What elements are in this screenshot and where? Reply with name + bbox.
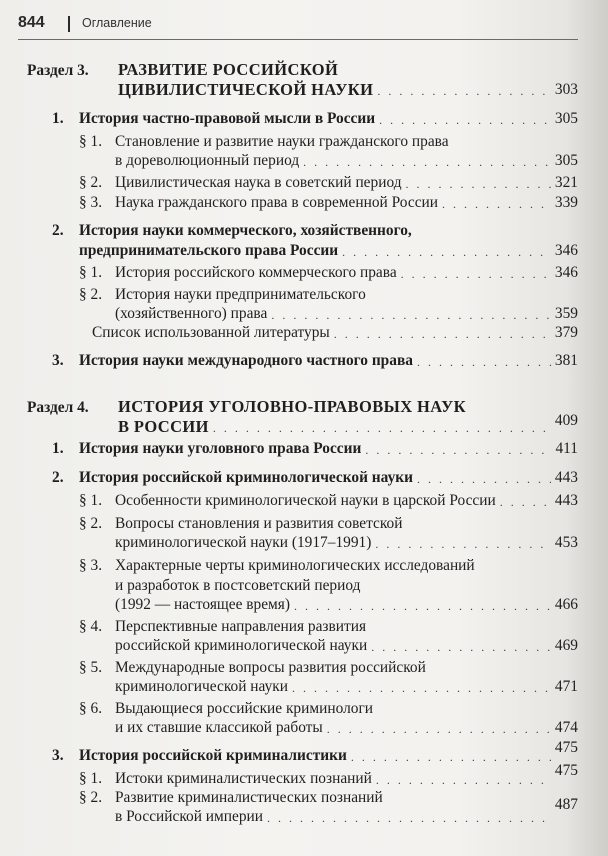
- dot-leader: [294, 598, 551, 614]
- paragraph-mark: § 2.: [79, 174, 103, 191]
- dot-leader: [500, 494, 551, 510]
- dot-leader: [371, 639, 551, 655]
- section-label: Раздел 4.: [27, 399, 89, 416]
- page-number: 844: [18, 14, 45, 31]
- toc-page-number: 474: [554, 719, 578, 736]
- toc-entry-paragraph[interactable]: [115, 719, 578, 737]
- paragraph-title-line: История науки предпринимательского: [115, 286, 366, 303]
- paragraph-title-line: Истоки криминалистических познаний: [115, 770, 372, 787]
- paragraph-title-line: Выдающиеся российские криминологи: [115, 700, 373, 717]
- dot-leader: [342, 244, 551, 260]
- chapter-title: История науки международного частного права: [79, 352, 413, 369]
- paragraph-title-line: Особенности криминологической науки в царской России: [115, 492, 496, 509]
- paragraph-mark: § 1.: [79, 264, 103, 281]
- toc-page-number: 359: [554, 305, 578, 322]
- toc-entry-chapter[interactable]: [79, 469, 578, 487]
- dot-leader: [417, 354, 551, 370]
- toc-entry-paragraph[interactable]: [115, 637, 578, 655]
- toc-entry-chapter[interactable]: [79, 110, 578, 128]
- toc-page-number: 305: [554, 152, 578, 169]
- section-title-line: РАЗВИТИЕ РОССИЙСКОЙ: [118, 60, 339, 79]
- chapter-title: История науки уголовного права России: [79, 440, 362, 457]
- toc-page-number: 471: [554, 678, 578, 695]
- paragraph-title-line: Перспективные направления развития: [115, 618, 367, 635]
- paragraph-title-line: криминологической науки: [115, 678, 288, 695]
- paragraph-title-line: Международные вопросы развития российской: [115, 659, 426, 676]
- toc-entry-bibliography[interactable]: [92, 324, 578, 342]
- paragraph-mark: § 1.: [79, 770, 103, 787]
- toc-entry-paragraph[interactable]: [115, 596, 578, 614]
- dot-leader: [365, 442, 551, 458]
- toc-page-number: 469: [554, 637, 578, 654]
- paragraph-title-line: в Российской империи: [115, 808, 264, 825]
- paragraph-title-line: Цивилистическая наука в советский период: [115, 174, 402, 191]
- section-title-line: ЦИВИЛИСТИЧЕСКОЙ НАУКИ: [118, 80, 374, 99]
- chapter-title: История частно-правовой мысли в России: [79, 110, 376, 127]
- paragraph-title-line: криминологической науки (1917–1991): [115, 534, 372, 551]
- chapter-title-line: предпринимательского права России: [79, 242, 339, 259]
- paragraph-mark: § 6.: [79, 700, 103, 717]
- toc-page-number: 443: [554, 469, 578, 486]
- paragraph-title-line: Характерные черты криминологических исследований: [115, 557, 475, 574]
- chapter-number: 2.: [52, 222, 64, 239]
- paragraph-title-line: и разработок в постсоветский период: [115, 577, 361, 594]
- running-head: [18, 14, 578, 42]
- paragraph-mark: § 2.: [79, 515, 103, 532]
- paragraph-title-line: Вопросы становления и развития советской: [115, 515, 403, 532]
- chapter-number: 2.: [52, 469, 64, 486]
- paragraph-title-line: в дореволюционный период: [115, 152, 300, 169]
- paragraph-title-line: российской криминологической науки: [115, 637, 368, 654]
- dot-leader: [379, 112, 551, 128]
- chapter-title: История российской криминологической науки: [79, 469, 414, 486]
- toc-page-number: 321: [554, 174, 578, 191]
- section-title-line: ИСТОРИЯ УГОЛОВНО-ПРАВОВЫХ НАУК: [118, 397, 467, 416]
- bibliography-title: Список использованной литературы: [92, 324, 330, 341]
- chapter-number: 1.: [52, 110, 64, 127]
- dot-leader: [267, 810, 551, 826]
- toc-page-number: 305: [554, 110, 578, 127]
- chapter-number: 1.: [52, 440, 64, 457]
- header-rule: [18, 39, 578, 40]
- toc-entry-paragraph[interactable]: [115, 492, 578, 510]
- paragraph-mark: § 2.: [79, 286, 103, 303]
- paragraph-mark: § 3.: [79, 194, 103, 211]
- toc-entry-section[interactable]: [118, 81, 578, 99]
- dot-leader: [271, 307, 551, 323]
- toc-page-number: 303: [554, 81, 578, 98]
- paragraph-mark: § 1.: [79, 133, 103, 150]
- paragraph-mark: § 3.: [79, 557, 103, 574]
- paragraph-title-line: История российского коммерческого права: [115, 264, 397, 281]
- toc-entry-chapter[interactable]: [79, 739, 578, 765]
- toc-entry-chapter[interactable]: [79, 242, 578, 260]
- dot-leader: [292, 680, 551, 696]
- toc-page-number: 346: [554, 242, 578, 259]
- paragraph-mark: § 1.: [79, 492, 103, 509]
- toc-page-number: 346: [554, 264, 578, 281]
- dot-leader: [375, 536, 551, 552]
- paragraph-title-line: и их ставшие классикой работы: [115, 719, 323, 736]
- toc-page-number: 379: [554, 324, 578, 341]
- chapter-number: 3.: [52, 352, 64, 369]
- toc-page-number: 466: [554, 596, 578, 613]
- running-head-title: Оглавление: [82, 16, 152, 30]
- dot-leader: [351, 749, 551, 765]
- toc-entry-section[interactable]: [118, 412, 578, 436]
- chapter-title: История российской криминалистики: [79, 747, 347, 764]
- toc-page-number: 411: [555, 440, 578, 457]
- paragraph-mark: § 4.: [79, 618, 103, 635]
- header-separator: [68, 16, 70, 32]
- dot-leader: [401, 266, 551, 282]
- toc-entry-paragraph[interactable]: [115, 762, 578, 788]
- toc-entry-chapter[interactable]: [79, 440, 578, 458]
- toc-page-number: 339: [554, 194, 578, 211]
- chapter-number: 3.: [52, 747, 64, 764]
- toc-entry-paragraph[interactable]: [115, 678, 578, 696]
- toc-page-number: 475: [554, 739, 578, 756]
- paragraph-mark: § 5.: [79, 659, 103, 676]
- toc-entry-paragraph[interactable]: [115, 534, 578, 552]
- toc-entry-paragraph[interactable]: [115, 194, 578, 212]
- toc-page-number: 475: [554, 762, 578, 779]
- toc-entry-paragraph[interactable]: [115, 264, 578, 282]
- paragraph-title-line: Развитие криминалистических познаний: [115, 789, 383, 806]
- dot-leader: [377, 83, 551, 99]
- toc-page-number: 487: [554, 796, 578, 813]
- toc-page-number: 453: [554, 534, 578, 551]
- toc-entry-paragraph[interactable]: [115, 174, 578, 192]
- toc-entry-paragraph[interactable]: [115, 305, 578, 323]
- dot-leader: [334, 326, 551, 342]
- paragraph-title-line: (1992 — настоящее время): [115, 596, 290, 613]
- section-title-line: В РОССИИ: [118, 417, 209, 436]
- dot-leader: [442, 196, 551, 212]
- toc-page-number: 443: [554, 492, 578, 509]
- dot-leader: [406, 176, 551, 192]
- chapter-title-line: История науки коммерческого, хозяйственного,: [79, 222, 412, 239]
- section-label: Раздел 3.: [27, 62, 89, 79]
- toc-entry-chapter[interactable]: [79, 352, 578, 370]
- paragraph-title-line: Становление и развитие науки гражданского права: [115, 133, 449, 150]
- toc-page-number: 409: [554, 412, 578, 429]
- paragraph-mark: § 2.: [79, 789, 103, 806]
- dot-leader: [376, 772, 551, 788]
- dot-leader: [417, 471, 551, 487]
- toc-entry-paragraph[interactable]: [115, 152, 578, 170]
- dot-leader: [327, 721, 551, 737]
- dot-leader: [303, 154, 551, 170]
- dot-leader: [213, 420, 551, 436]
- paragraph-title-line: (хозяйственного) права: [115, 305, 268, 322]
- paragraph-title-line: Наука гражданского права в современной России: [115, 194, 438, 211]
- toc-page-number: 381: [554, 352, 578, 369]
